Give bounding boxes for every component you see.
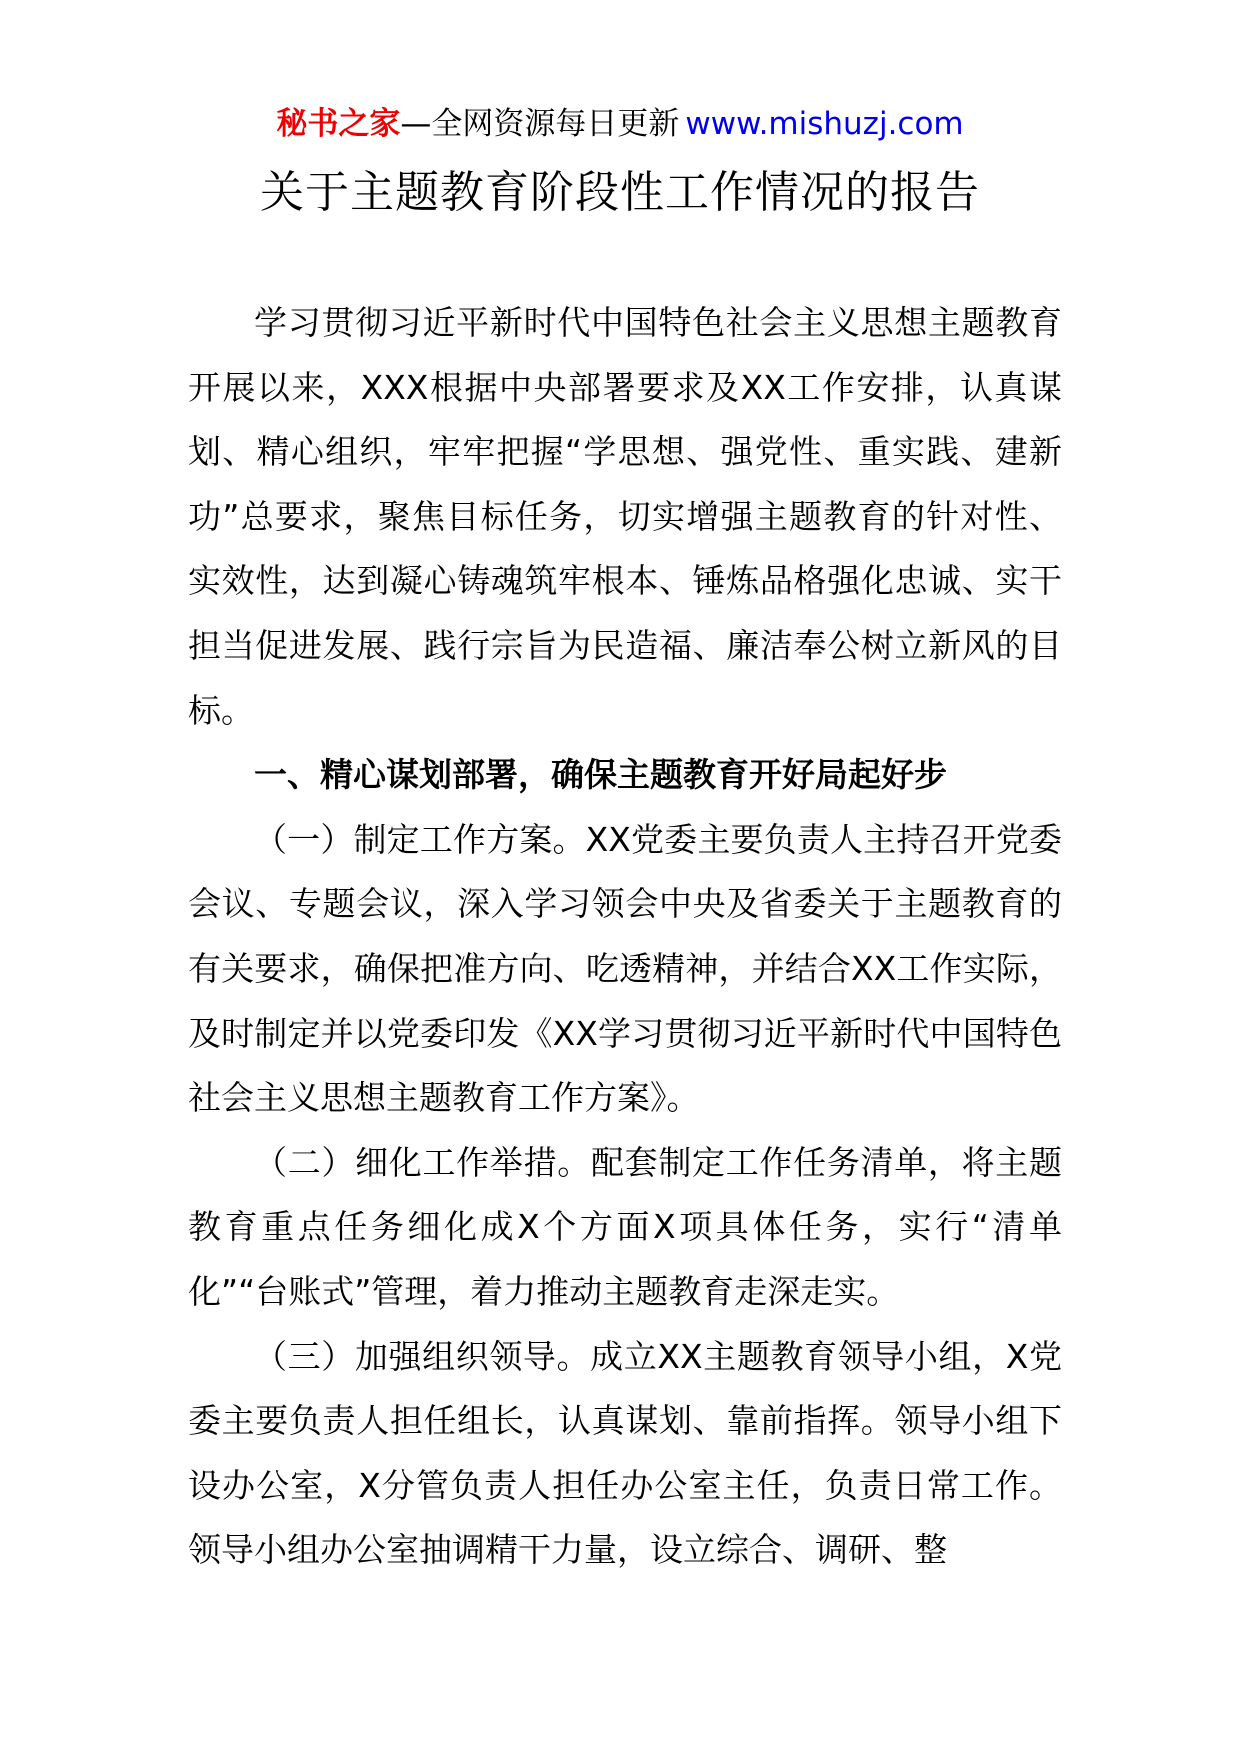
document-body xyxy=(188,291,1062,1583)
site-url-link[interactable]: www.mishuzj.com xyxy=(685,106,964,142)
document-title: 关于主题教育阶段性工作情况的报告 xyxy=(260,167,980,218)
body-paragraph: （三）加强组织领导。成立XX主题教育领导小组，X党委主要负责人担任组长，认真谋划、靠前指挥。领导小组下设办公室，X分管负责人担任办公室主任，负责日常工作。领导小组办公室抽调精干力量，设立综合、调研、整 xyxy=(188,1336,1062,1570)
intro-paragraph: 学习贯彻习近平新时代中国特色社会主义思想主题教育开展以来，XXX根据中央部署要求及XX工作安排，认真谋划、精心组织，牢牢把握“学思想、强党性、重实践、建新功”总要求，聚焦目标任务，切实增强主题教育的针对性、实效性，达到凝心铸魂筑牢根本、锤炼品格强化忠诚、实干担当促进发展、践行宗旨为民造福、廉洁奉公树立新风的目标。 xyxy=(188,303,1062,730)
site-brand: 秘书之家 xyxy=(276,106,401,142)
body-paragraph: （一）制定工作方案。XX党委主要负责人主持召开党委会议、专题会议，深入学习领会中央及省委关于主题教育的有关要求，确保把准方向、吃透精神，并结合XX工作实际，及时制定并以党委印发《XX学习贯彻习近平新时代中国特色社会主义思想主题教育工作方案》。 xyxy=(188,819,1062,1118)
section-heading: 一、精心谋划部署，确保主题教育开好局起好步 xyxy=(254,755,947,795)
site-tagline: —全网资源每日更新 xyxy=(400,106,680,142)
body-paragraph: （二）细化工作举措。配套制定工作任务清单，将主题教育重点任务细化成X个方面X项具体任务，实行“清单化”“台账式”管理，着力推动主题教育走深走实。 xyxy=(188,1142,1062,1311)
site-header xyxy=(0,102,1240,146)
